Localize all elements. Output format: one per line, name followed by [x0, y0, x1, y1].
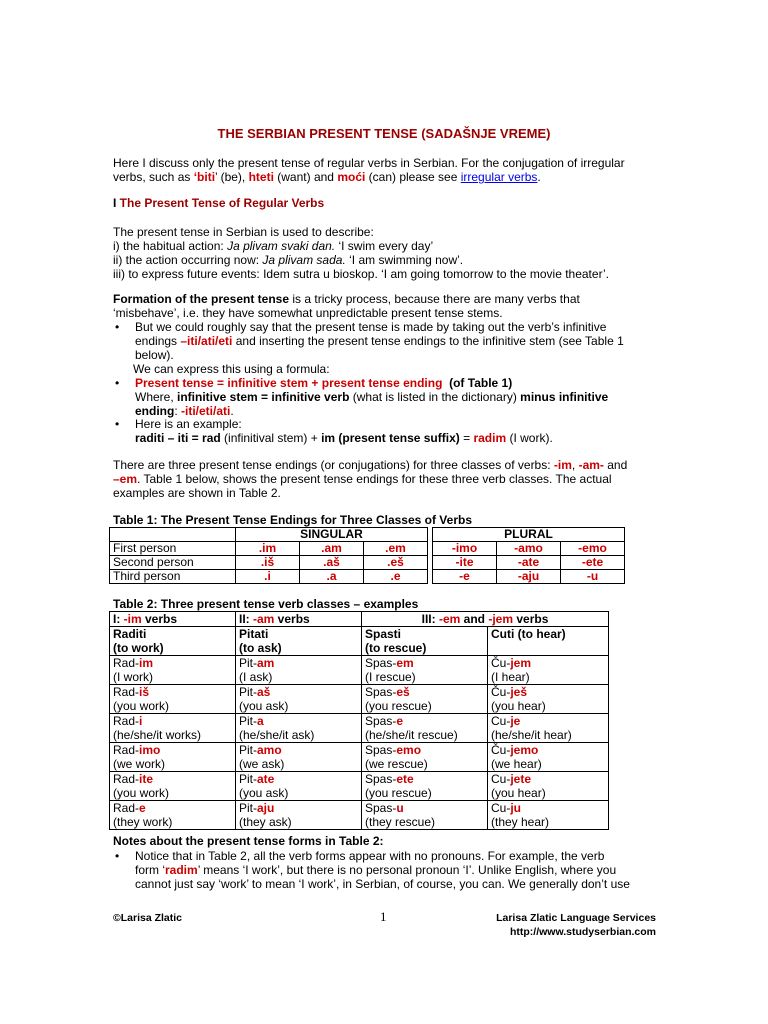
ending-cell: .a [300, 570, 364, 584]
verb-stem: Spas- [365, 743, 397, 757]
form-gloss: (we hear) [491, 757, 542, 771]
footer-copyright: ©Larisa Zlatic [113, 912, 183, 924]
person-label: Third person [110, 570, 236, 584]
irregular-verbs-link[interactable]: irregular verbs [460, 170, 538, 184]
verb-gloss: (to ask) [239, 641, 282, 655]
conjugation-cell [362, 743, 488, 772]
endings-text: and [603, 458, 628, 472]
uses-text: ii) the action occurring now: [113, 253, 263, 267]
person-label: Second person [110, 556, 236, 570]
bullet-icon: • [115, 417, 120, 431]
bullet-line: Here is an example: [135, 417, 242, 431]
bullet-line [135, 431, 675, 445]
bullet-line: But we could roughly say that the present tense is made by taking out the verb’s infinitive [135, 320, 607, 334]
intro-paragraph [113, 156, 673, 184]
form-gloss: (you hear) [491, 786, 546, 800]
verb-gloss: (to rescue) [365, 641, 427, 655]
bullet-line: below). [135, 348, 174, 362]
uses-line [113, 239, 673, 253]
bullet-text: = [459, 431, 474, 445]
page-number: 1 [380, 909, 387, 924]
example-result: radim [473, 431, 507, 445]
form-gloss: (they hear) [491, 815, 550, 829]
bullet-text: and inserting the present tense endings to the infinitive stem (see Table 1 [232, 334, 624, 348]
intro-text: verbs, such as [113, 170, 194, 184]
verb-stem: Ču- [491, 656, 511, 670]
conjugation-cell [362, 772, 488, 801]
verb-ending: amo [257, 743, 282, 757]
conjugation-cell [488, 685, 609, 714]
conjugated-form [365, 714, 484, 728]
intro-text: (can) please see [365, 170, 461, 184]
formula-ref: (of Table 1) [442, 376, 513, 390]
class1-header [110, 612, 236, 627]
endings-line: examples are shown in Table 2. [113, 486, 281, 500]
notes-example: radim [165, 863, 198, 877]
verb-stem: Pit- [239, 743, 257, 757]
endings-paragraph [113, 458, 673, 500]
table-row [110, 685, 609, 714]
conjugation-cell [236, 743, 362, 772]
formation-paragraph [113, 292, 673, 320]
verb-stem: Pit- [239, 685, 257, 699]
uses-paragraph [113, 225, 673, 281]
bullet-line [135, 390, 675, 404]
verb-ending: im [139, 656, 154, 670]
conjugated-form [113, 743, 232, 757]
verb-infinitive: Pitati [239, 627, 269, 641]
uses-text: ‘I am swimming now’. [345, 253, 464, 267]
verb-infinitive: Spasti [365, 627, 402, 641]
header-ending: -am [253, 612, 275, 626]
table2-verb-row [110, 627, 609, 656]
verb-ending: em [396, 656, 414, 670]
section-heading [113, 196, 324, 210]
verb-stem: Rad- [113, 743, 140, 757]
bullet-line [135, 376, 675, 390]
table-row [110, 714, 609, 743]
conjugated-form [491, 656, 605, 670]
uses-text: ‘I swim every day’ [335, 239, 434, 253]
verb-stem: Spas- [365, 714, 397, 728]
table2-body [110, 656, 609, 830]
form-gloss: (you work) [113, 786, 170, 800]
verb-ending: ite [139, 772, 154, 786]
uses-line: iii) to express future events: Idem sutra u bioskop. ‘I am going tomorrow to the movie theater’. [113, 267, 610, 281]
intro-text: (want) and [273, 170, 338, 184]
header-ending: -im [123, 612, 142, 626]
ending-cell: -ate [497, 556, 561, 570]
verb-ending: ješ [510, 685, 528, 699]
conjugated-form [365, 743, 484, 757]
verb-stem: Rad- [113, 714, 140, 728]
intro-line-1: Here I discuss only the present tense of regular verbs in Serbian. For the conjugation of irregular [113, 156, 625, 170]
form-gloss: (you ask) [239, 786, 289, 800]
uses-example: Ja plivam sada. [262, 253, 346, 267]
header-text: verbs [274, 612, 310, 626]
footer-url[interactable]: http://www.studyserbian.com [509, 926, 656, 938]
table1-singular-header: SINGULAR [236, 528, 428, 542]
ending-cell: .iš [236, 556, 300, 570]
header-ending: -em [438, 612, 461, 626]
conjugated-form [113, 685, 232, 699]
class3-header [362, 612, 609, 627]
verb-ending: jem [510, 656, 532, 670]
header-ending: -jem [488, 612, 514, 626]
verb-ending: i [139, 714, 143, 728]
bullet-line [135, 334, 675, 348]
notes-line: cannot just say ‘work’ to mean ‘I work’, in Serbian, of course, you can. We generally don’t use [135, 877, 630, 891]
verb-stem: Ču- [491, 685, 511, 699]
form-gloss: (you rescue) [365, 699, 432, 713]
conjugation-cell [110, 714, 236, 743]
form-gloss: (they rescue) [365, 815, 436, 829]
verb-stem: Spas- [365, 801, 397, 815]
endings-text: . Table 1 below, shows the present tense endings for these three verb classes. The actual [137, 472, 612, 486]
conjugated-form [113, 801, 232, 815]
uses-example: Ja plivam svaki dan. [227, 239, 336, 253]
table-row [110, 570, 625, 584]
table-row [110, 743, 609, 772]
notes-text: form ‘ [135, 863, 165, 877]
table-row [110, 772, 609, 801]
verb-ending: iš [139, 685, 150, 699]
verb-ending: ate [257, 772, 275, 786]
conjugated-form [113, 714, 232, 728]
formation-bullet-2 [135, 376, 675, 418]
verb-stem: Pit- [239, 714, 257, 728]
bullet-icon: • [115, 849, 120, 863]
conjugated-form [365, 772, 484, 786]
conjugation-cell [236, 714, 362, 743]
ending-em: –em [113, 472, 138, 486]
ending-cell: .im [236, 542, 300, 556]
bullet-text: (infinitival stem) + [220, 431, 322, 445]
uses-line [113, 253, 673, 267]
endings-text: There are three present tense endings (or conjugations) for three classes of verbs: [113, 458, 554, 472]
header-text: verbs [513, 612, 549, 626]
verb-stem: Ču- [491, 743, 511, 757]
verb-stem: Rad- [113, 685, 140, 699]
table1-caption: Table 1: The Present Tense Endings for Three Classes of Verbs [113, 513, 472, 527]
conjugation-cell [236, 656, 362, 685]
verb-stem: Rad- [113, 801, 140, 815]
conjugation-cell [488, 656, 609, 685]
form-gloss: (we work) [113, 757, 166, 771]
formation-bullet-3 [135, 417, 675, 445]
table2-caption: Table 2: Three present tense verb classes – examples [113, 597, 419, 611]
ending-cell: .em [364, 542, 428, 556]
ending-cell: -amo [497, 542, 561, 556]
verb-stem: Spas- [365, 772, 397, 786]
form-gloss: (he/she/it ask) [239, 728, 315, 742]
verb-ending: aju [257, 801, 275, 815]
form-gloss: (he/she/it rescue) [365, 728, 458, 742]
page-title: THE SERBIAN PRESENT TENSE (SADAŠNJE VREME) [217, 126, 551, 141]
bullet-text: : [174, 404, 181, 418]
formation-line [113, 292, 673, 306]
notes-heading: Notes about the present tense forms in Table 2: [113, 834, 384, 848]
bullet-text: (what is listed in the dictionary) [349, 390, 521, 404]
ending-cell: -u [561, 570, 625, 584]
table1 [109, 527, 625, 584]
conjugation-cell [362, 714, 488, 743]
conjugated-form [491, 714, 605, 728]
form-gloss: (he/she/it works) [113, 728, 202, 742]
verb-stem: Cu- [491, 714, 511, 728]
header-text: I: [113, 612, 124, 626]
conjugation-cell [488, 772, 609, 801]
ending-cell: -imo [433, 542, 497, 556]
intro-text: ’ (be), [215, 170, 249, 184]
header-text: and [460, 612, 489, 626]
verb-stem: Rad- [113, 656, 140, 670]
ending-cell: -e [433, 570, 497, 584]
verb-stem: Spas- [365, 685, 397, 699]
verb-ending: eš [396, 685, 410, 699]
verb-ending: jemo [510, 743, 539, 757]
verb-stem: Spas- [365, 656, 397, 670]
verb-ending: emo [396, 743, 422, 757]
table-row [110, 542, 625, 556]
table-row [110, 656, 609, 685]
form-gloss: (we rescue) [365, 757, 428, 771]
conjugation-cell [362, 801, 488, 830]
conjugation-cell [488, 801, 609, 830]
conjugated-form [491, 772, 605, 786]
conjugated-form [491, 685, 605, 699]
bullet-text: endings [135, 334, 181, 348]
ending-im: -im [553, 458, 572, 472]
form-gloss: (I hear) [491, 670, 530, 684]
verb-ending: aš [257, 685, 271, 699]
verb-cell [236, 627, 362, 656]
conjugation-cell [236, 801, 362, 830]
verb-ending: ete [396, 772, 414, 786]
verb-stem: Cu- [491, 772, 511, 786]
conjugated-form [239, 801, 358, 815]
conjugated-form [239, 685, 358, 699]
bullet-bold: minus infinitive [520, 390, 609, 404]
conjugated-form [365, 685, 484, 699]
intro-line-2 [113, 170, 673, 184]
formation-line: ‘misbehave’, i.e. they have somewhat unpredictable present tense stems. [113, 306, 503, 320]
form-gloss: (I rescue) [365, 670, 416, 684]
conjugation-cell [110, 801, 236, 830]
conjugated-form [239, 714, 358, 728]
notes-bullet [135, 849, 675, 891]
notes-line: Notice that in Table 2, all the verb forms appear with no pronouns. For example, the verb [135, 849, 605, 863]
conjugation-cell [488, 714, 609, 743]
conjugated-form [113, 772, 232, 786]
header-text: verbs [141, 612, 178, 626]
table2 [109, 611, 609, 830]
verb-moci: moći [337, 170, 366, 184]
ending-am: -am- [578, 458, 604, 472]
conjugated-form [239, 656, 358, 670]
form-gloss: (they ask) [239, 815, 292, 829]
form-gloss: (I ask) [239, 670, 273, 684]
example-suffix: im (present tense suffix) [321, 431, 460, 445]
ending-cell: -emo [561, 542, 625, 556]
verb-ending: am [257, 656, 275, 670]
verb-ending: je [510, 714, 521, 728]
verb-ending: imo [139, 743, 161, 757]
section-number: I [113, 196, 120, 210]
verb-cell [362, 627, 488, 656]
notes-text: ’ means ‘I work’, but there is no personal pronoun ‘I’. Unlike English, where you [197, 863, 617, 877]
conjugation-cell [236, 772, 362, 801]
table1-header-row [110, 528, 625, 542]
section-title: The Present Tense of Regular Verbs [119, 196, 325, 210]
infinitive-endings: –iti/ati/eti [180, 334, 233, 348]
verb-gloss: (to work) [113, 641, 164, 655]
table-row [110, 801, 609, 830]
conjugated-form [365, 656, 484, 670]
conjugated-form [491, 801, 605, 815]
verb-cell [110, 627, 236, 656]
formation-bullet-1 [135, 320, 675, 362]
form-gloss: (you rescue) [365, 786, 432, 800]
header-text: III: [421, 612, 439, 626]
table-cell [110, 528, 236, 542]
ending-cell: .am [300, 542, 364, 556]
formation-text: is a tricky process, because there are many verbs that [289, 292, 580, 306]
verb-biti: ‘biti [193, 170, 216, 184]
conjugation-cell [110, 685, 236, 714]
formation-heading: Formation of the present tense [113, 292, 290, 306]
ending-cell: -aju [497, 570, 561, 584]
ending-cell: .aš [300, 556, 364, 570]
verb-infinitive: Cuti (to hear) [491, 627, 566, 641]
formula: Present tense = infinitive stem + present tense ending [135, 376, 443, 390]
form-gloss: (I work) [113, 670, 153, 684]
uses-text: i) the habitual action: [113, 239, 228, 253]
verb-stem: Pit- [239, 772, 257, 786]
conjugation-cell [110, 743, 236, 772]
form-gloss: (you work) [113, 699, 170, 713]
verb-cell [488, 627, 609, 656]
ending-cell: .i [236, 570, 300, 584]
conjugation-cell [110, 656, 236, 685]
conjugated-form [113, 656, 232, 670]
conjugation-cell [362, 685, 488, 714]
conjugation-cell [362, 656, 488, 685]
intro-text: . [537, 170, 541, 184]
verb-stem: Cu- [491, 801, 511, 815]
table1-plural-header: PLURAL [433, 528, 625, 542]
verb-ending: e [396, 714, 404, 728]
form-gloss: (we ask) [239, 757, 285, 771]
ending-cell: -ete [561, 556, 625, 570]
footer-company: Larisa Zlatic Language Services [496, 912, 656, 924]
uses-line: The present tense in Serbian is used to describe: [113, 225, 374, 239]
infinitive-endings: -iti/eti/ati [181, 404, 231, 418]
verb-ending: jete [510, 772, 532, 786]
class2-header [236, 612, 362, 627]
header-text: II: [239, 612, 253, 626]
conjugated-form [365, 801, 484, 815]
form-gloss: (he/she/it hear) [491, 728, 572, 742]
bullet-icon: • [115, 376, 120, 390]
form-gloss: (you hear) [491, 699, 546, 713]
person-label: First person [110, 542, 236, 556]
example-stem: raditi – iti = rad [135, 431, 221, 445]
conjugated-form [239, 772, 358, 786]
endings-line [113, 458, 673, 472]
bullet-icon: • [115, 320, 120, 334]
bullet-bold: ending [135, 404, 175, 418]
verb-ending: a [257, 714, 264, 728]
bullet-text: (I work). [506, 431, 553, 445]
conjugation-cell [236, 685, 362, 714]
conjugation-cell [110, 772, 236, 801]
bullet-text: . [230, 404, 234, 418]
ending-cell: -ite [433, 556, 497, 570]
verb-stem: Rad- [113, 772, 140, 786]
verb-stem: Pit- [239, 656, 257, 670]
table2-header-row [110, 612, 609, 627]
bullet-bold: infinitive stem = infinitive verb [177, 390, 350, 404]
conjugated-form [491, 743, 605, 757]
formula-intro: We can express this using a formula: [133, 362, 330, 376]
notes-line [135, 863, 675, 877]
conjugated-form [239, 743, 358, 757]
table-row [110, 556, 625, 570]
bullet-line [135, 404, 675, 418]
ending-cell: .e [364, 570, 428, 584]
endings-text: , [571, 458, 579, 472]
verb-ending: u [396, 801, 404, 815]
verb-stem: Pit- [239, 801, 257, 815]
conjugation-cell [488, 743, 609, 772]
verb-infinitive: Raditi [113, 627, 147, 641]
verb-ending: ju [510, 801, 522, 815]
ending-cell: .eš [364, 556, 428, 570]
form-gloss: (you ask) [239, 699, 289, 713]
verb-ending: e [139, 801, 146, 815]
form-gloss: (they work) [113, 815, 173, 829]
endings-line [113, 472, 673, 486]
verb-hteti: hteti [248, 170, 274, 184]
bullet-text: Where, [135, 390, 178, 404]
